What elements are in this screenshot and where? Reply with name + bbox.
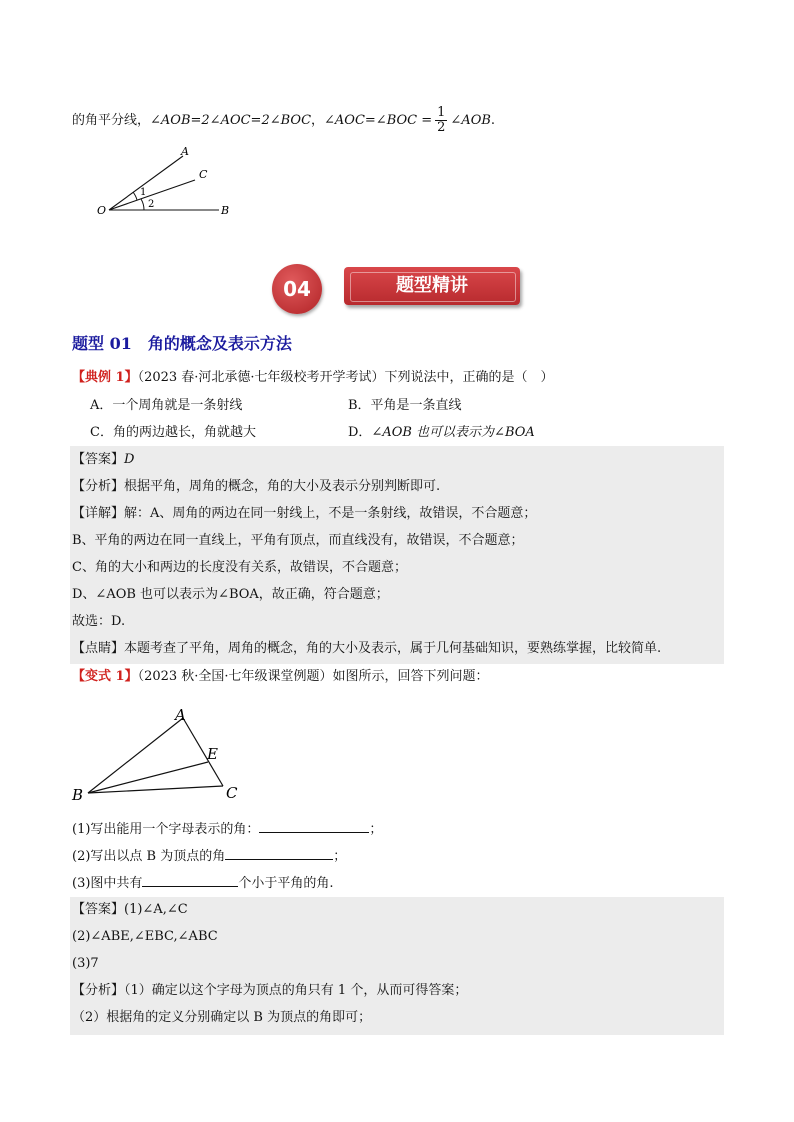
detail-tag: 【详解】 (72, 506, 125, 521)
solution1-analysis (72, 478, 440, 496)
section-title: 题型 01 角的概念及表示方法 (72, 334, 292, 353)
banner-number-circle: 04 (272, 264, 322, 314)
analysis2-tag: 【分析】 (72, 983, 125, 998)
point-tag: 【点睛】 (72, 641, 125, 656)
label-a: A (181, 145, 189, 158)
analysis-text: 根据平角，周角的概念，角的大小及表示分别判断即可. (124, 479, 441, 494)
answer2-part2: (2)∠ABE,∠EBC,∠ABC (72, 929, 218, 944)
option-c: C．角的两边越长，角就越大 (90, 425, 256, 440)
question-2-end: ； (333, 849, 347, 864)
variant1-header (72, 668, 489, 686)
question-2-blank[interactable] (225, 846, 333, 860)
solution1-detail (72, 505, 536, 523)
option-d (348, 424, 535, 442)
variant1-source: （2023 秋·全国·七年级课堂例题）如图所示，回答下列问题： (137, 669, 489, 684)
label-b: B (221, 204, 230, 217)
option-a: A．一个周角就是一条射线 (90, 398, 243, 413)
intro-end: . (490, 113, 496, 128)
intro-eq1: ∠AOB=2∠AOC=2∠BOC (150, 113, 312, 128)
label-c: C (199, 168, 208, 181)
detail-line-5: 故选：D. (72, 614, 126, 629)
solution2-answer (72, 901, 188, 919)
intro-eq3: ∠AOB (450, 113, 491, 128)
detail-line-2: B、平角的两边在同一直线上，平角有顶点，而直线没有，故错误，不合题意； (72, 533, 524, 548)
question-1 (72, 819, 382, 839)
label-a: A (175, 706, 186, 724)
intro-line (72, 106, 495, 135)
question-1-blank[interactable] (259, 819, 369, 833)
option-d-prefix: D． (348, 425, 372, 440)
fraction-one-half (435, 106, 447, 135)
question-2-text: (2)写出以点 B 为顶点的角 (72, 849, 226, 864)
fraction-denominator: 2 (437, 120, 446, 135)
detail-line-4: D、∠AOB 也可以表示为∠BOA，故正确，符合题意； (72, 587, 389, 602)
detail-line-3: C、角的大小和两边的长度没有关系，故错误，不合题意； (72, 560, 407, 575)
answer-tag: 【答案】 (72, 452, 125, 467)
solution2-analysis (72, 982, 467, 1000)
analysis2-line-1: （1）确定以这个字母为顶点的角只有 1 个，从而可得答案； (124, 983, 468, 998)
intro-eq2: ∠AOC=∠BOC = (324, 113, 433, 128)
answer2-part1: (1)∠A,∠C (124, 902, 188, 917)
section-banner (272, 264, 524, 314)
option-b: B．平角是一条直线 (348, 398, 462, 413)
label-b: B (72, 786, 84, 804)
angle-bisector-figure (95, 140, 245, 225)
example1-header (72, 369, 554, 387)
answer-value: D (124, 452, 135, 467)
question-2 (72, 846, 346, 866)
side-ba (88, 718, 183, 793)
label-angle-2: 2 (148, 199, 155, 210)
solution1-answer (72, 451, 134, 469)
question-1-text: (1)写出能用一个字母表示的角： (72, 822, 260, 837)
analysis2-line-2: （2）根据角的定义分别确定以 B 为顶点的角即可； (72, 1010, 372, 1025)
answer2-tag: 【答案】 (72, 902, 125, 917)
label-c: C (226, 784, 238, 802)
intro-sep: ， (311, 113, 325, 128)
point-text: 本题考查了平角，周角的概念，角的大小及表示，属于几何基础知识，要熟练掌握，比较简单. (124, 641, 662, 656)
label-e: E (207, 745, 218, 763)
triangle-figure (68, 700, 258, 810)
analysis-tag: 【分析】 (72, 479, 125, 494)
angle-arc-1 (133, 192, 137, 200)
detail-line-1: 解：A、周角的两边在同一射线上，不是一条射线，故错误，不合题意； (124, 506, 537, 521)
answer2-part3: (3)7 (72, 956, 99, 971)
solution1-point (72, 640, 661, 658)
label-o: O (97, 204, 107, 217)
angle-arc-2 (141, 199, 144, 210)
segment-be (88, 762, 208, 793)
question-1-end: ； (369, 822, 383, 837)
question-3-text: (3)图中共有 (72, 876, 143, 891)
banner-title: 题型精讲 (396, 275, 468, 296)
fraction-numerator: 1 (437, 105, 446, 120)
question-3-end: 个小于平角的角. (238, 876, 334, 891)
question-3-blank[interactable] (142, 873, 238, 887)
option-d-text: ∠AOB 也可以表示为∠BOA (371, 425, 535, 440)
intro-prefix: 的角平分线， (72, 113, 151, 128)
question-3 (72, 873, 334, 893)
example1-tag: 【典例 1】 (72, 370, 138, 385)
ray-oa (109, 156, 183, 210)
example1-source: （2023 春·河北承德·七年级校考开学考试）下列说法中，正确的是（ ） (137, 370, 554, 385)
side-bc (88, 786, 223, 793)
variant1-tag: 【变式 1】 (72, 669, 138, 684)
label-angle-1: 1 (140, 187, 147, 198)
